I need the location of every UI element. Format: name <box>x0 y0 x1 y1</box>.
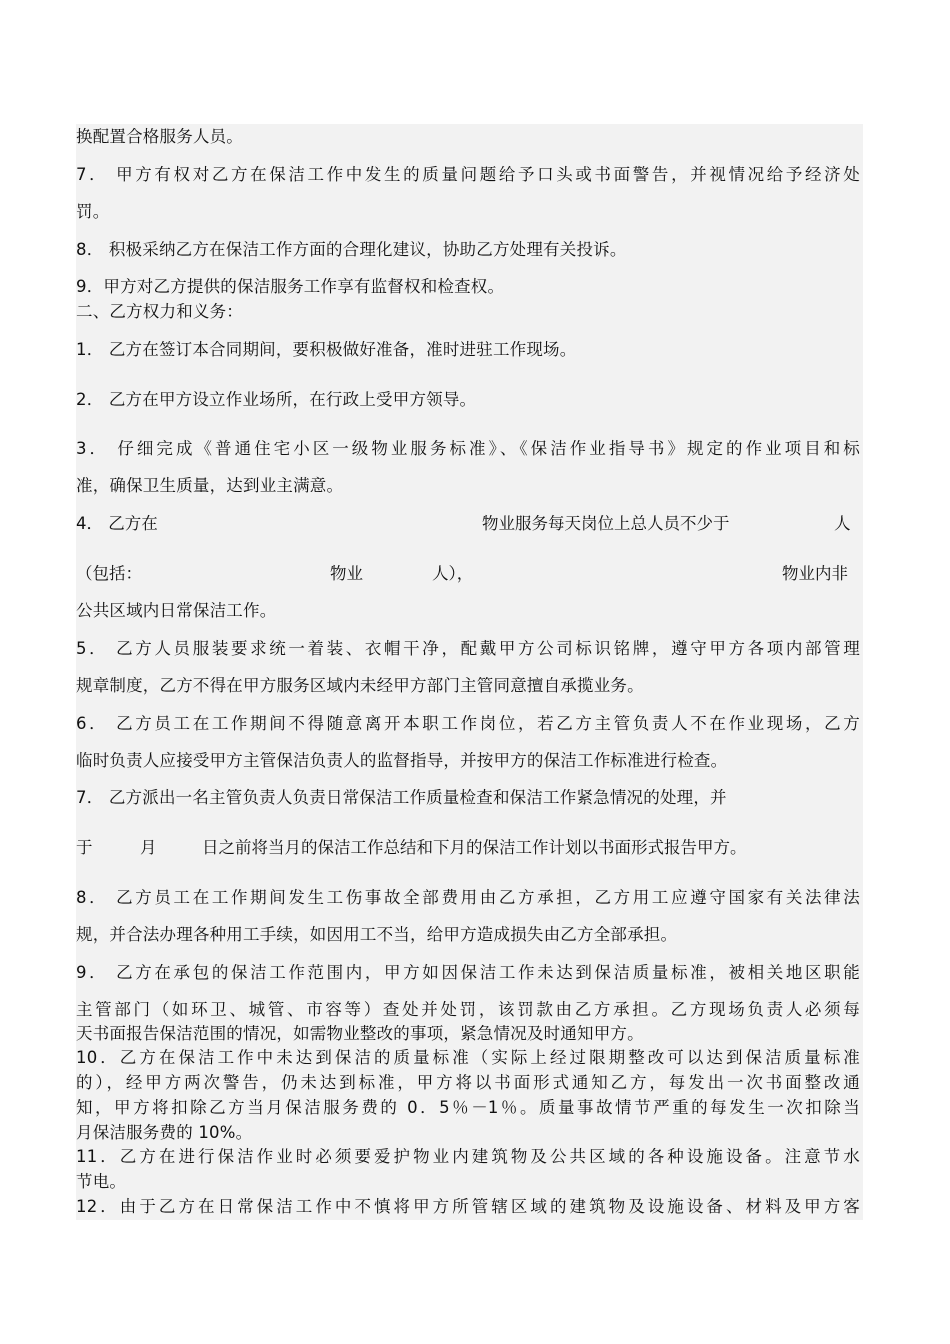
clause-10-line: 10．乙方在保洁工作中未达到保洁的质量标准（实际上经过限期整改可以达到保洁质量标准 <box>76 1048 860 1067</box>
clause-4-line-middle: 物业服务每天岗位上总人员不少于 <box>482 514 730 533</box>
section-heading: 二、乙方权力和义务： <box>76 302 243 321</box>
report-date-prefix: 于 <box>76 838 93 857</box>
clause-7b-line: 7． 乙方派出一名主管负责人负责日常保洁工作质量检查和保洁工作紧急情况的处理，并 <box>76 788 727 807</box>
paragraph-line: 主管部门（如环卫、城管、市容等）查处并处罚，该罚款由乙方承担。乙方现场负责人必须每 <box>76 1000 860 1019</box>
clause-11-line: 11．乙方在进行保洁作业时必须要爱护物业内建筑物及公共区域的各种设施设备。注意节水 <box>76 1147 860 1166</box>
report-date-month: 月 <box>140 838 157 857</box>
clause-8-line: 8． 积极采纳乙方在保洁工作方面的合理化建议，协助乙方处理有关投诉。 <box>76 240 627 259</box>
clause-4-line2-property: 物业 <box>330 564 363 583</box>
clause-4-line-end: 人 <box>834 514 851 533</box>
clause-4-line2-end: 物业内非 <box>782 564 848 583</box>
clause-4-line2-persons: 人）， <box>432 564 474 583</box>
report-date-rest: 日之前将当月的保洁工作总结和下月的保洁工作计划以书面形式报告甲方。 <box>202 838 747 857</box>
paragraph-line: 临时负责人应接受甲方主管保洁负责人的监督指导，并按甲方的保洁工作标准进行检查。 <box>76 751 728 770</box>
paragraph-line: 准，确保卫生质量，达到业主满意。 <box>76 476 344 495</box>
paragraph-line: 天书面报告保洁范围的情况，如需物业整改的事项，紧急情况及时通知甲方。 <box>76 1024 644 1043</box>
paragraph-line: 知，甲方将扣除乙方当月保洁服务费的 0．5％－1％。质量事故情节严重的每发生一次扣除当 <box>76 1098 860 1117</box>
paragraph-line: 规，并合法办理各种用工手续，如因用工不当，给甲方造成损失由乙方全部承担。 <box>76 925 678 944</box>
paragraph-line: 的），经甲方两次警告，仍未达到标准，甲方将以书面形式通知乙方，每发出一次书面整改通 <box>76 1073 860 1092</box>
paragraph-line: 罚。 <box>76 202 110 221</box>
clause-4-line2-start: （包括： <box>76 564 142 583</box>
clause-4-line-start: 4． 乙方在 <box>76 514 158 533</box>
clause-2-line: 2． 乙方在甲方设立作业场所，在行政上受甲方领导。 <box>76 390 477 409</box>
paragraph-line: 换配置合格服务人员。 <box>76 127 243 146</box>
clause-7-line: 7． 甲方有权对乙方在保洁工作中发生的质量问题给予口头或书面警告，并视情况给予经济处 <box>76 165 860 184</box>
paragraph-line: 月保洁服务费的 10%。 <box>76 1123 253 1142</box>
paragraph-line: 公共区域内日常保洁工作。 <box>76 601 277 620</box>
clause-8b-line: 8． 乙方员工在工作期间发生工伤事故全部费用由乙方承担，乙方用工应遵守国家有关法律法 <box>76 888 860 907</box>
clause-12-line: 12．由于乙方在日常保洁工作中不慎将甲方所管辖区域的建筑物及设施设备、材料及甲方客 <box>76 1197 860 1216</box>
paragraph-line: 规章制度，乙方不得在甲方服务区域内未经甲方部门主管同意擅自承揽业务。 <box>76 676 644 695</box>
clause-9b-line: 9． 乙方在承包的保洁工作范围内，甲方如因保洁工作未达到保洁质量标准，被相关地区职能 <box>76 963 860 982</box>
clause-9-line: 9．甲方对乙方提供的保洁服务工作享有监督权和检查权。 <box>76 277 505 296</box>
clause-6-line: 6． 乙方员工在工作期间不得随意离开本职工作岗位，若乙方主管负责人不在作业现场，乙方 <box>76 714 860 733</box>
clause-5-line: 5． 乙方人员服装要求统一着装、衣帽干净，配戴甲方公司标识铭牌，遵守甲方各项内部管理 <box>76 639 860 658</box>
clause-1-line: 1． 乙方在签订本合同期间，要积极做好准备，准时进驻工作现场。 <box>76 340 577 359</box>
clause-3-line: 3． 仔细完成《普通住宅小区一级物业服务标准》、《保洁作业指导书》规定的作业项目和标 <box>76 439 860 458</box>
paragraph-line: 节电。 <box>76 1172 127 1191</box>
